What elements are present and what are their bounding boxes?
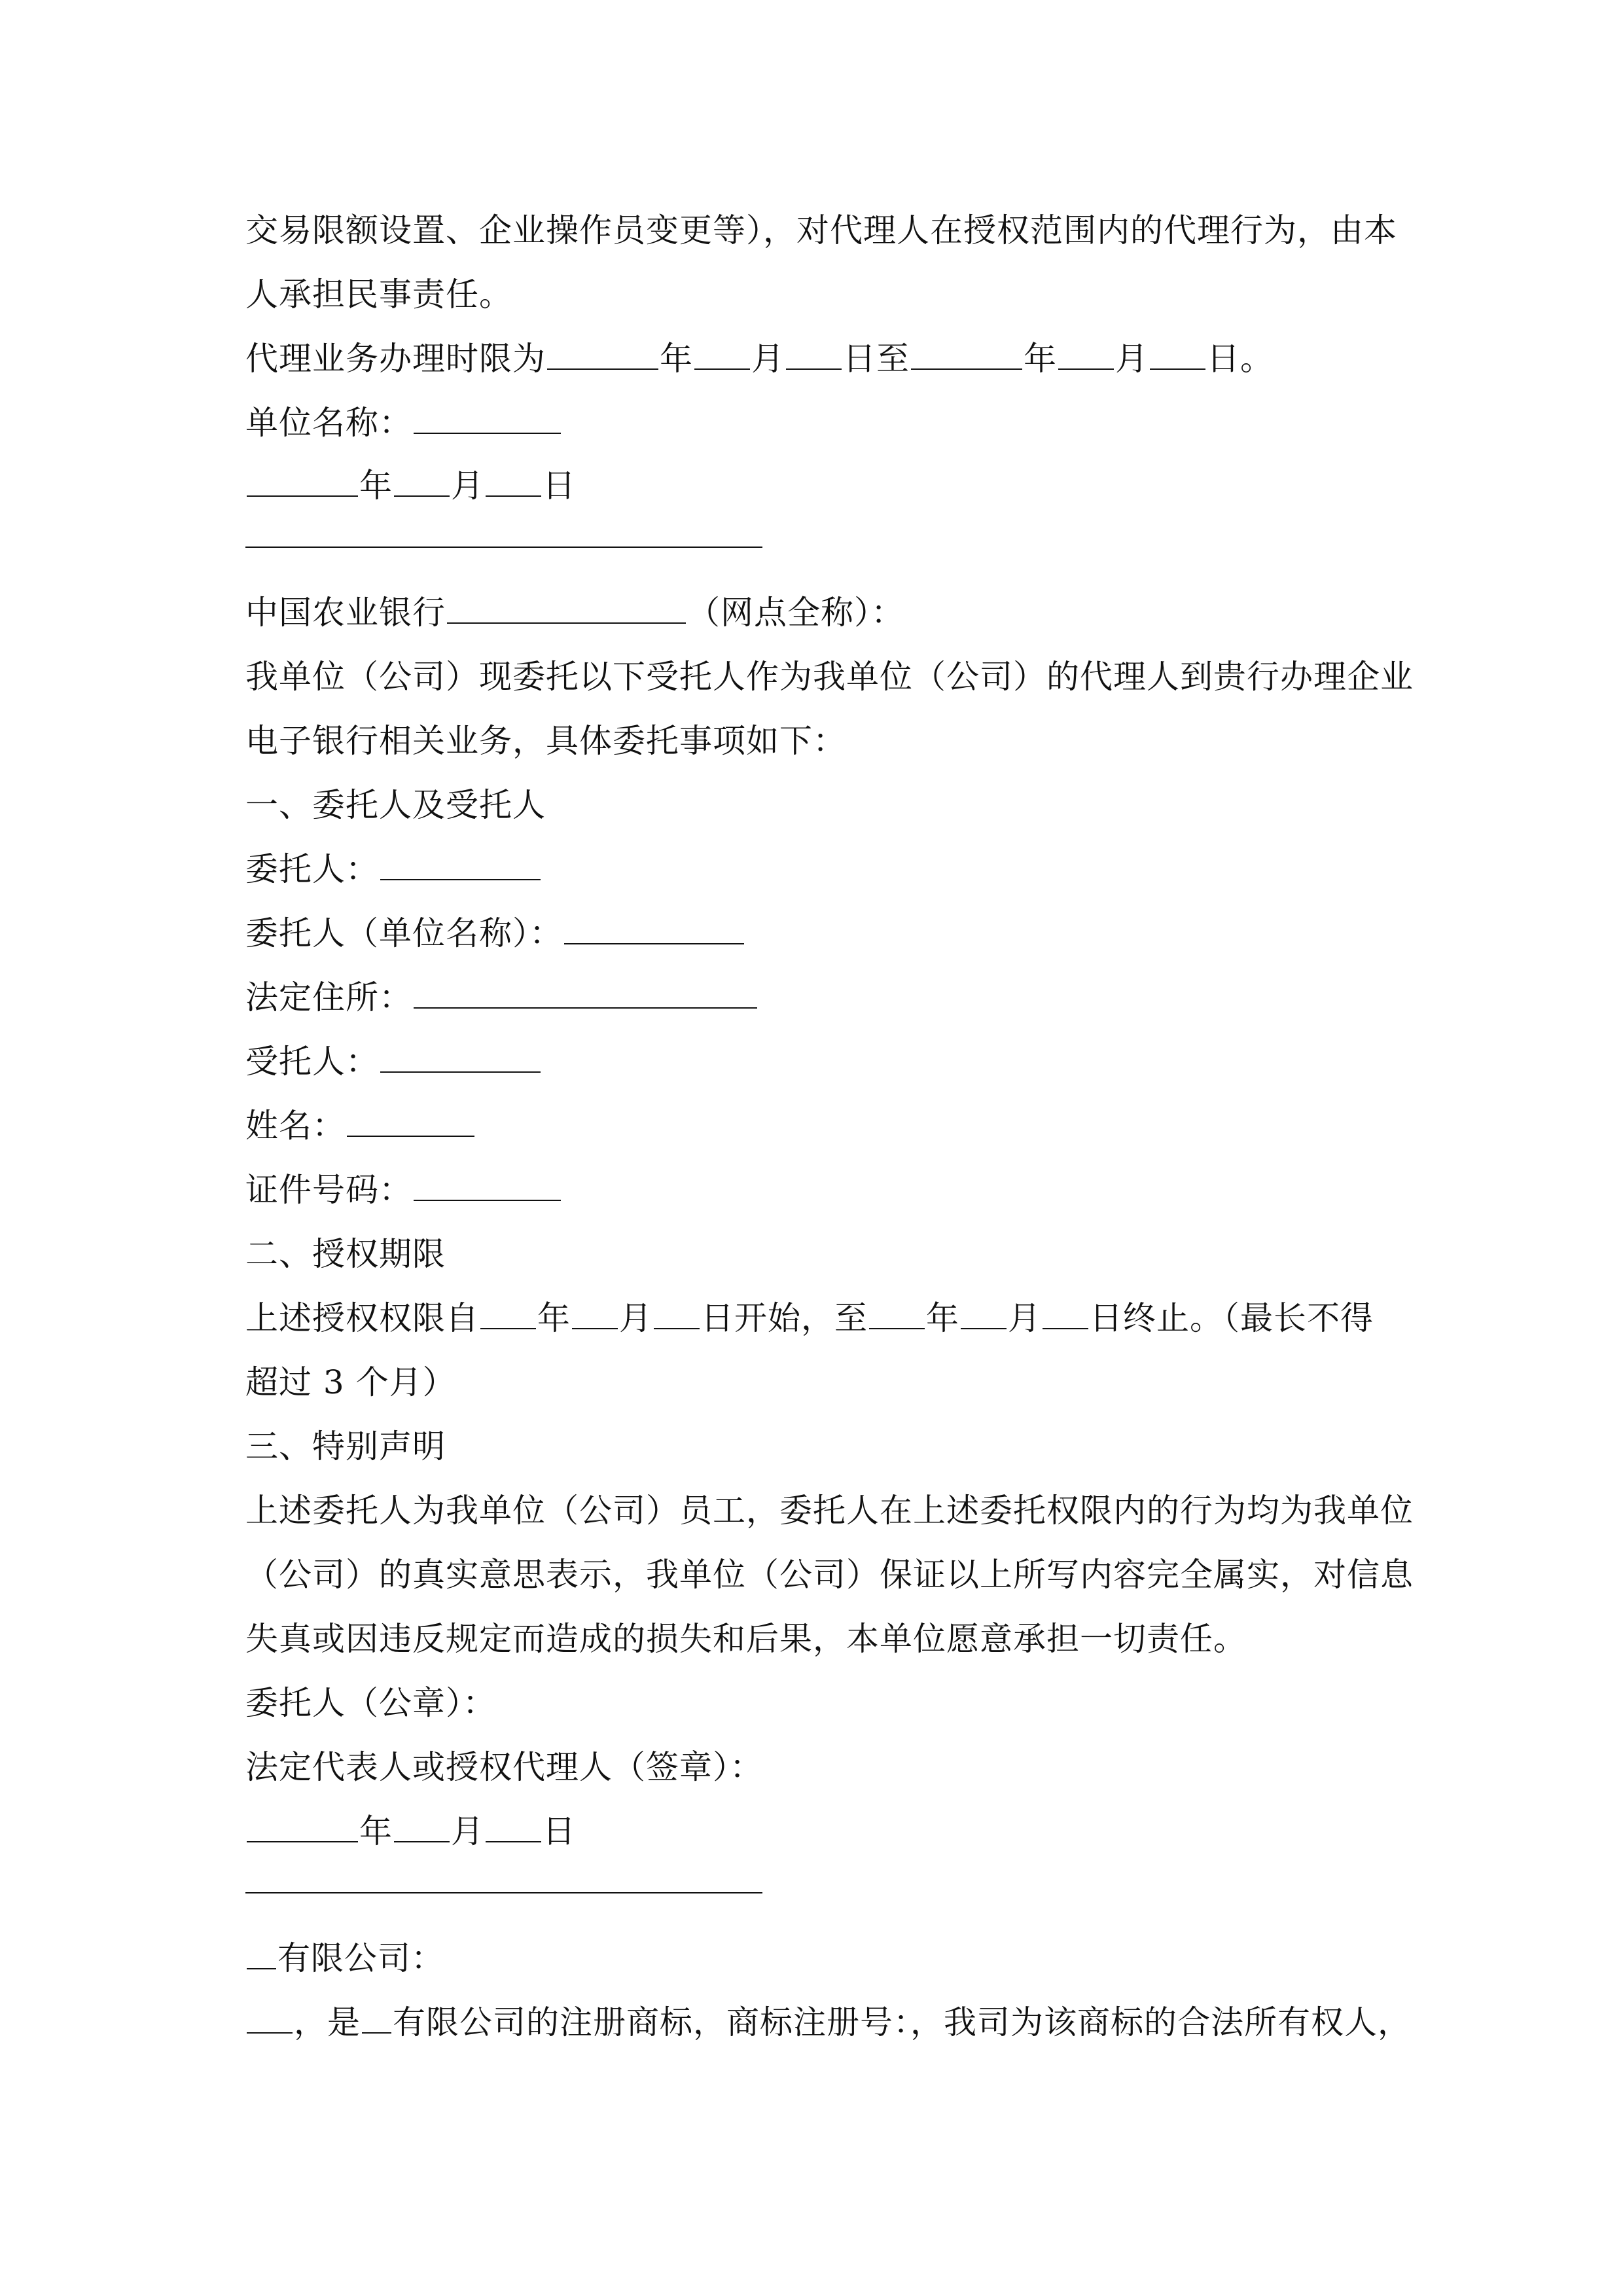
section-divider xyxy=(245,1892,762,1893)
month-blank[interactable] xyxy=(394,467,450,497)
date-line: 年 月 日 xyxy=(245,466,576,505)
section-heading: 一、委托人及受托人 xyxy=(245,786,546,824)
principal-unit-line: 委托人（单位名称）： xyxy=(245,914,745,953)
month-blank[interactable] xyxy=(394,1812,450,1842)
blank-field[interactable] xyxy=(869,1299,925,1329)
blank-field[interactable] xyxy=(480,1299,536,1329)
blank-field[interactable] xyxy=(911,340,1022,370)
authorization-period-line: 上述授权权限自 年 月 日开始，至 年 月 日终止。（最长不得 xyxy=(245,1299,1374,1337)
address-line: 法定住所： xyxy=(245,978,758,1017)
company-blank[interactable] xyxy=(362,2003,391,2034)
text-line: 失真或因违反规定而造成的损失和后果，本单位愿意承担一切责任。 xyxy=(245,1620,1247,1658)
blank-field[interactable] xyxy=(1043,1299,1088,1329)
signature-line: 法定代表人或授权代理人（签章）： xyxy=(245,1748,763,1786)
company-blank[interactable] xyxy=(247,1939,276,1969)
year-blank[interactable] xyxy=(247,1812,358,1842)
id-number-line: 证件号码： xyxy=(245,1170,562,1210)
section-heading: 三、特别声明 xyxy=(245,1427,446,1465)
text-line: （公司）的真实意思表示，我单位（公司）保证以上所写内容完全属实，对信息 xyxy=(245,1556,1414,1594)
text-line: 人承担民事责任。 xyxy=(245,276,512,314)
name-line: 姓名： xyxy=(245,1106,476,1145)
trademark-blank[interactable] xyxy=(247,2003,293,2034)
unit-name-line: 单位名称： xyxy=(245,403,562,442)
bank-name-line: 中国农业银行 （网点全称）： xyxy=(245,594,904,632)
text-line: 交易限额设置、企业操作员变更等），对代理人在授权范围内的代理行为，由本 xyxy=(245,211,1397,249)
branch-name-blank[interactable] xyxy=(447,594,686,624)
principal-unit-blank[interactable] xyxy=(564,914,744,944)
name-blank[interactable] xyxy=(347,1107,474,1137)
blank-field[interactable] xyxy=(654,1299,700,1329)
seal-line: 委托人（公章）： xyxy=(245,1684,496,1722)
section-divider xyxy=(245,547,762,548)
company-line: 有限公司： xyxy=(245,1939,444,1978)
text-line: 我单位（公司）现委托以下受托人作为我单位（公司）的代理人到贵行办理企业 xyxy=(245,658,1414,696)
blank-field[interactable] xyxy=(1150,340,1205,370)
agent-blank[interactable] xyxy=(380,1043,541,1073)
text-line: 上述委托人为我单位（公司）员工，委托人在上述委托权限内的行为均为我单位 xyxy=(245,1492,1414,1530)
day-blank[interactable] xyxy=(486,1812,541,1842)
blank-field[interactable] xyxy=(961,1299,1007,1329)
agent-line: 受托人： xyxy=(245,1042,542,1081)
address-blank[interactable] xyxy=(414,978,757,1009)
trademark-line: ，是 有限公司的注册商标，商标注册号：，我司为该商标的合法所有权人， xyxy=(245,2003,1411,2042)
date-line: 年 月 日 xyxy=(245,1812,576,1851)
blank-field[interactable] xyxy=(694,340,750,370)
text-line: 超过 3 个月） xyxy=(245,1363,456,1401)
blank-field[interactable] xyxy=(547,340,658,370)
text-line: 电子银行相关业务，具体委托事项如下： xyxy=(245,722,846,760)
validity-period-line: 代理业务办理时限为 年 月 日至 年 月 日。 xyxy=(245,340,1274,378)
blank-field[interactable] xyxy=(786,340,842,370)
day-blank[interactable] xyxy=(486,467,541,497)
section-heading: 二、授权期限 xyxy=(245,1235,446,1273)
blank-field[interactable] xyxy=(572,1299,618,1329)
principal-blank[interactable] xyxy=(380,850,541,880)
unit-name-blank[interactable] xyxy=(414,404,561,434)
blank-field[interactable] xyxy=(1058,340,1114,370)
principal-line: 委托人： xyxy=(245,850,542,889)
year-blank[interactable] xyxy=(247,467,358,497)
id-number-blank[interactable] xyxy=(414,1171,561,1201)
